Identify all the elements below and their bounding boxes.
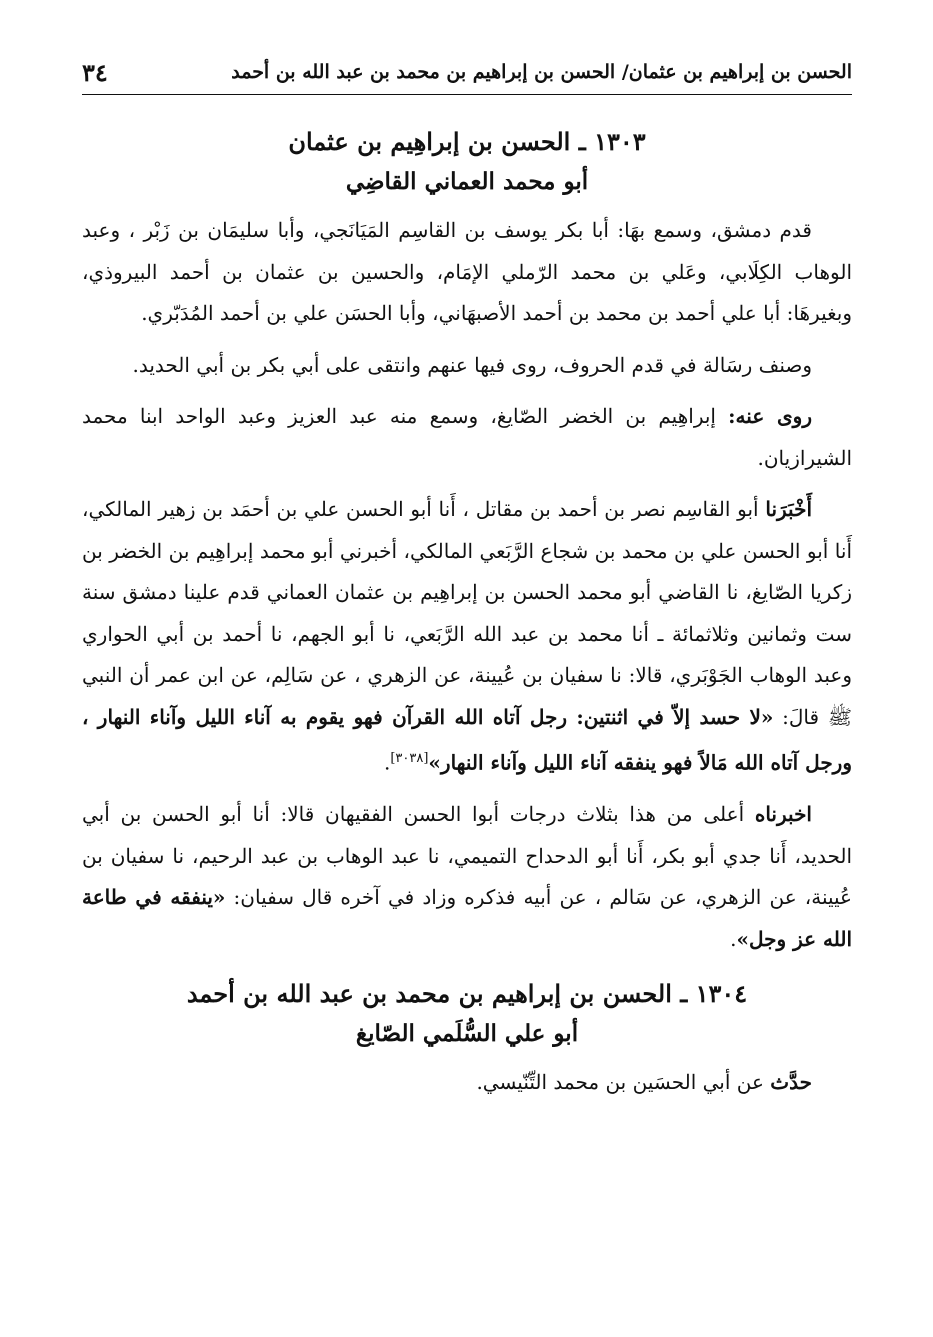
paragraph-text: أعلى من هذا بثلاث درجات أبوا الحسن الفقيهان قالا: أنا أبو الحسن بن أبي الحديد، أَنا جدي أبو بكر، أَنا أبو الدحداح التميمي، نا عبد الوهاب بن عبد الرحيم، نا سفيان بن عُيينة، عن الزهري، عن سَالم ، عن أبيه فذكره وزاد في آخره قال سفيان: [82,802,852,910]
hadith-reference: [٣٠٣٨] [390,751,429,766]
header-rule [82,94,852,95]
entry-1304 [82,974,852,1104]
paragraph [82,794,852,960]
paragraph: قدم دمشق، وسمع بهَا: أبا بكر يوسف بن القاسِم المَيَانَجي، وأبا سليمَان بن زَبْر ، وعبد الوهاب الكِلَابي، وعَلي بن محمد الرّملي الإمَام، والحسين بن عثمان بن أحمد البيروذي، وبغيرهَا: أبا علي أحمد بن محمد بن أحمد الأصبهَاني، وأبا الحسَن علي بن أحمد المُدَبّري. [82,218,852,325]
body-text [82,110,852,1114]
paragraph-lead: اخبرناه [754,802,812,827]
paragraph [82,489,852,784]
quote-text: «ينفقه في طاعة الله عز وجل» [82,885,852,951]
running-title: الحسن بن إبراهيم بن عثمان/ الحسن بن إبراهيم بن محمد بن عبد الله بن أحمد [231,61,852,83]
page-number: ٣٤ [82,57,108,87]
entry-1303 [82,122,852,960]
hadith-text: «لا حسد إلاّ في اثنتين: رجل آتاه الله القرآن فهو يقوم به آناء الليل وآناء النهار ، ورجل آتاه الله مَالاً فهو ينفقه آناء الليل وآناء النهار» [82,704,852,775]
entry-heading: ١٣٠٤ ـ الحسن بن إبراهيم بن محمد بن عبد الله بن أحمد [186,979,748,1009]
entry-heading: ١٣٠٣ ـ الحسن بن إبراهِيم بن عثمان [288,127,646,156]
paragraph [82,1062,852,1104]
paragraph-lead: أَخْبَرَنا [765,497,812,521]
paragraph-text: أبو القاسِم نصر بن أحمد بن مقاتل ، أَنا أبو الحسن علي بن أحمَد بن زهير المالكي، أَنا أبو الحسن علي بن محمد بن شجاع الرَّبَعي المالكي، أخبرني أبو محمد إبراهِيم بن الخضر بن زكريا الصّايغ، نا القاضي أبو محمد الحسن بن إبراهِيم بن عثمان العماني قدم علينا دمشق سنة ست وثمانين وثلاثمائة ـ أنا محمد بن عبد الله الرَّبَعي، نا أبو الجهم، نا أحمد بن أبي الحواري وعبد الوهاب الجَوْبَري، قالا: نا سفيان بن عُيينة، عن الزهري ، عن سَالِم، عن ابن عمر أن النبي ﷺ قالَ: [82,497,852,729]
page-header [82,52,852,92]
paragraph-lead: حدَّث [770,1070,812,1095]
paragraph-lead: روى عنه: [728,404,812,428]
paragraph-text: إبراهِيم بن الخضر الصّايغ، وسمع منه عبد العزيز وعبد الواحد ابنا محمد الشيرازيان. [82,404,852,470]
paragraph: وصنف رسَالة في قدم الحروف، روى فيها عنهم وانتقى على أبي بكر بن أبي الحديد. [132,352,812,377]
paragraph [82,396,852,479]
paragraph-end: . [383,750,391,775]
entry-subheading: أبو علي السُّلَمي الصّايغ [355,1020,579,1048]
entry-subheading: أبو محمد العماني القاضِي [345,168,589,195]
paragraph-text: عن أبي الحسَين بن محمد التِّنّيسي. [476,1070,771,1095]
paragraph-end: . [730,926,737,951]
